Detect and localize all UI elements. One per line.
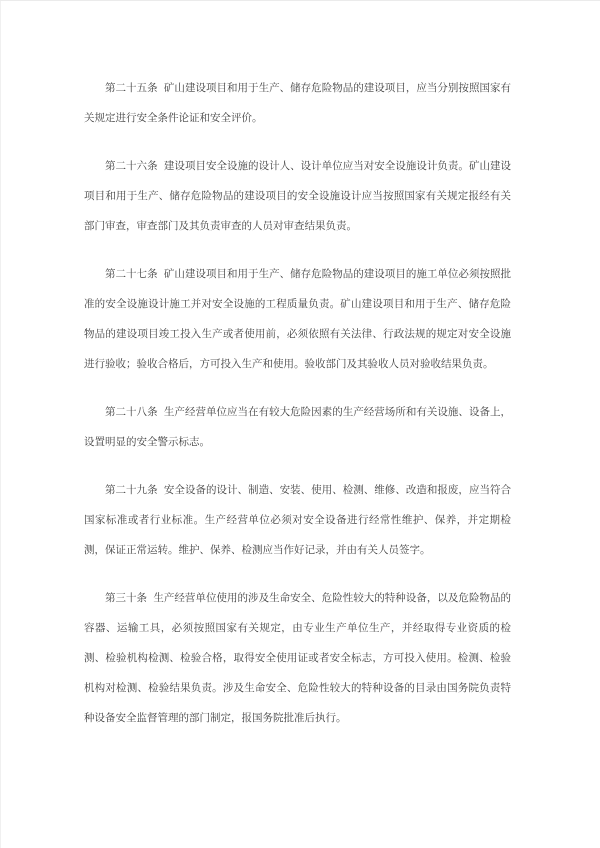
article-text: 建设项目安全设施的设计人、设计单位应当对安全设施设计负责。矿山建设项目和用于生产、储存危险物品的建设项目的安全设施设计应当按照国家有关规定报经有关部门审查，审查部门及其负责审查的人员对审查结果负责。 <box>84 161 512 232</box>
article-text: 安全设备的设计、制造、安装、使用、检测、维修、改造和报废，应当符合国家标准或者行业标准。生产经营单位必须对安全设备进行经常性维护、保养，并定期检测，保证正常运转。维护、保养、检测应当作好记录，并由有关人员签字。 <box>84 485 512 556</box>
article-paragraph <box>84 74 511 134</box>
article-number: 第三十条 <box>105 593 148 604</box>
article-number: 第二十六条 <box>105 161 158 172</box>
article-paragraph <box>84 398 511 458</box>
article-text: 生产经营单位应当在有较大危险因素的生产经营场所和有关设施、设备上，设置明显的安全警示标志。 <box>84 407 512 448</box>
document-body <box>84 74 511 734</box>
article-number: 第二十五条 <box>105 83 158 94</box>
article-text: 生产经营单位使用的涉及生命安全、危险性较大的特种设备，以及危险物品的容器、运输工具，必须按照国家有关规定，由专业生产单位生产，并经取得专业资质的检测、检验机构检测、检验合格，取得安全使用证或者安全标志，方可投入使用。检测、检验机构对检测、检验结果负责。涉及生命安全、危险性较大的特种设备的目录由国务院负责特种设备安全监督管理的部门制定，报国务院批准后执行。 <box>84 593 512 724</box>
article-text: 矿山建设项目和用于生产、储存危险物品的建设项目的施工单位必须按照批准的安全设施设计施工并对安全设施的工程质量负责。矿山建设项目和用于生产、储存危险物品的建设项目竣工投入生产或者使用前，必须依照有关法律、行政法规的规定对安全设施进行验收；验收合格后，方可投入生产和使用。验收部门及其验收人员对验收结果负责。 <box>84 269 512 370</box>
article-number: 第二十八条 <box>105 407 158 418</box>
article-text: 矿山建设项目和用于生产、储存危险物品的建设项目，应当分别按照国家有关规定进行安全条件论证和安全评价。 <box>84 83 512 124</box>
article-paragraph <box>84 476 511 566</box>
article-paragraph <box>84 260 511 380</box>
article-number: 第二十七条 <box>105 269 158 280</box>
article-paragraph <box>84 584 511 734</box>
article-paragraph <box>84 152 511 242</box>
article-number: 第二十九条 <box>105 485 158 496</box>
